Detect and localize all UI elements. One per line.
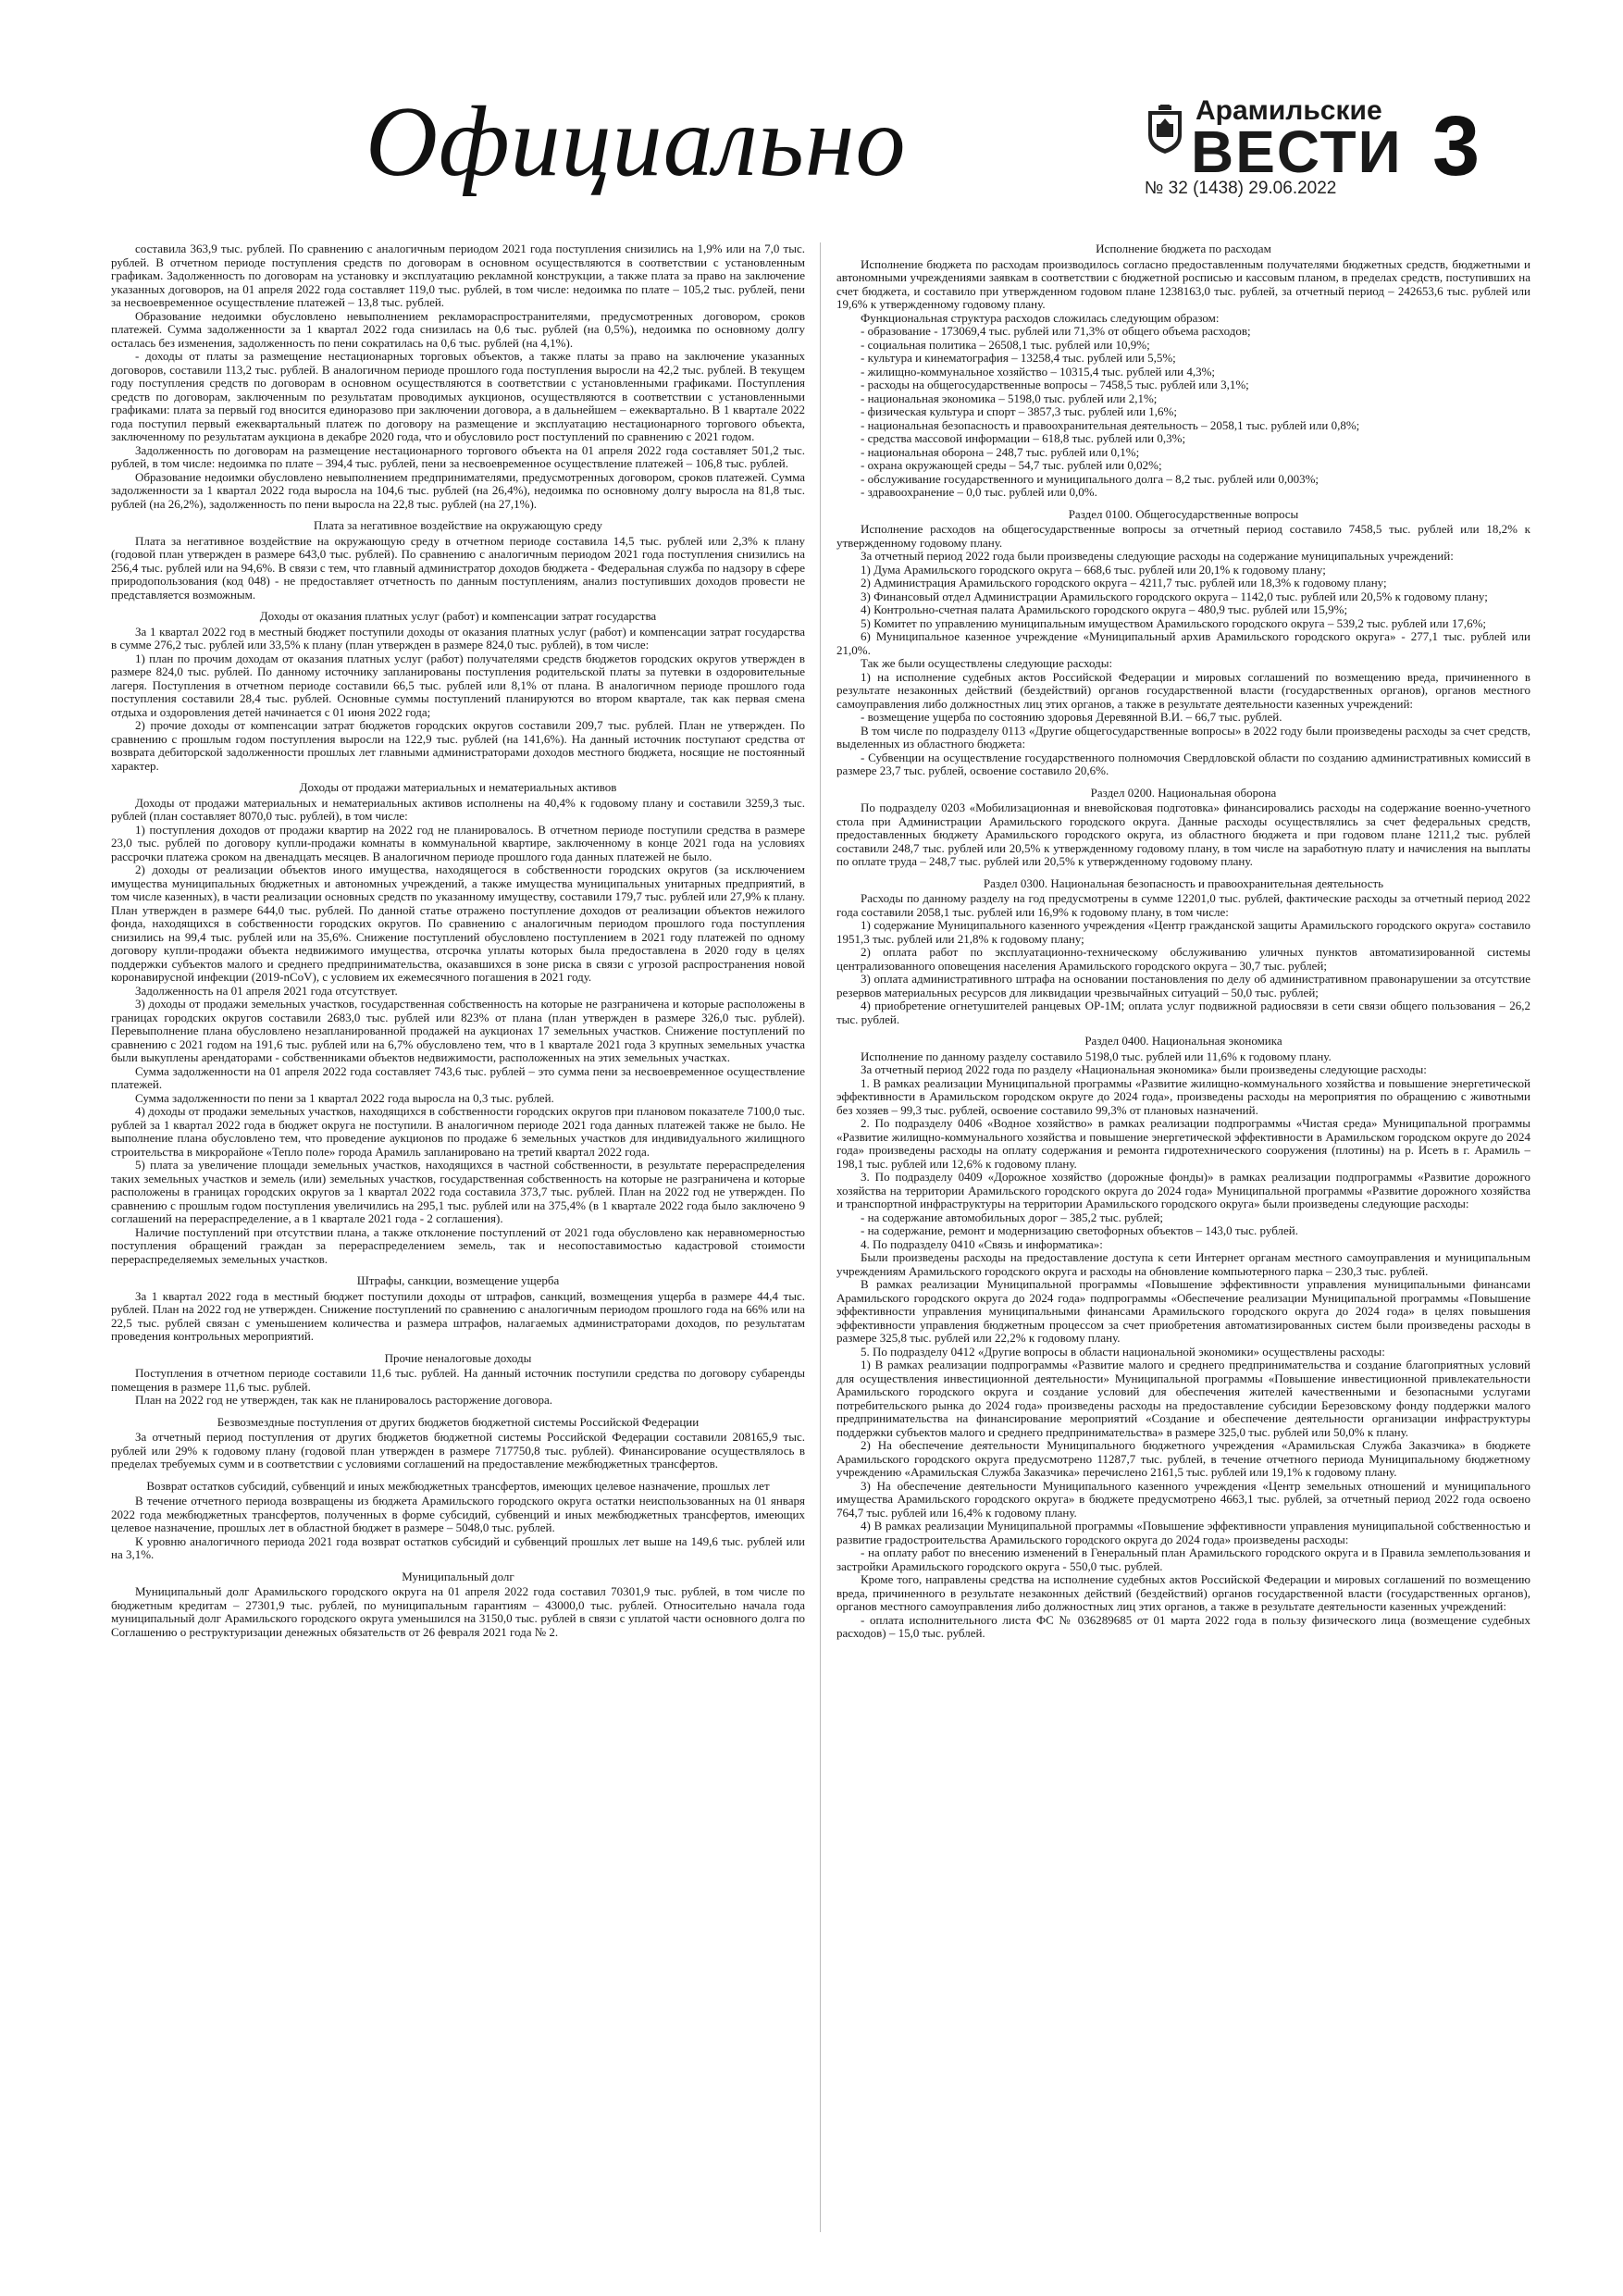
paragraph: За 1 квартал 2022 год в местный бюджет поступили доходы от оказания платных услуг (работ) и компенсации затрат государства в сумме 276,2 тыс. рублей или 33,5% к плану (план утвержден в размере 824,0 тыс. рублей), в том числе: — [111, 624, 805, 652]
paragraph: 3) На обеспечение деятельности Муниципального казенного учреждения «Центр земельных отношений и муниципального имущества Арамильского городского округа» в бюджете предусмотрено 4663,1 тыс. рублей, за отчетный период 2022 года освоено 764,7 тыс. рублей или 16,4% к годовому плану. — [836, 1478, 1530, 1520]
issue-number-date: № 32 (1438) 29.06.2022 — [1145, 179, 1337, 198]
paragraph: 5) плата за увеличение площади земельных участков, находящихся в частной собственности, в результате перераспределения таких земельных участков и земель (или) земельных участков, государственная собственность на которые не разграничена и которые расположены в границах городских округов за 1 квартал 2022 года составила 373,7 тыс. рублей. План на 2022 год не утвержден. По сравнению с прошлым годом поступления увеличились на 295,1 тыс. рублей или на 375,4% (в 1 квартале 2022 года было заключено 9 соглашений на перераспределение, а в 1 квартале 2021 года - 2 соглашения). — [111, 1158, 805, 1225]
paragraph: Сумма задолженности по пени за 1 квартал 2022 года выросла на 0,3 тыс. рублей. — [135, 1090, 554, 1105]
section-heading: Исполнение бюджета по расходам — [1096, 242, 1271, 255]
paragraph: План на 2022 год не утвержден, так как не планировалось расторжение договора. — [135, 1393, 552, 1407]
list-item: - расходы на общегосударственные вопросы – 7458,5 тыс. рублей или 3,1%; — [861, 378, 1249, 391]
list-item: - здравоохранение – 0,0 тыс. рублей или 0,0%. — [861, 485, 1097, 499]
paragraph: Плата за негативное воздействие на окружающую среду в отчетном периоде составила 14,5 тыс. рублей или 2,3% к плану (годовой план утвержден в размере 643,0 тыс. рублей). По сравнению с аналогичным периодом 2021 года поступления снизились на 256,4 тыс. рублей или на 94,6%. В связи с тем, что главный администратор доходов бюджета - Федеральная служба по надзору в сфере природопользования (код 048) - не предоставляет отчетность по данным поступлениям, анализ поступивших доходов провести не представляется возможным. — [111, 533, 805, 602]
paragraph: Задолженность по договорам на размещение нестационарного торгового объекта на 01 апреля 2022 года составляет 501,2 тыс. рублей, в том числе: недоимка по плате – 394,4 тыс. рублей, пени за несвоевременное осуществление платежей – 106,8 тыс. рублей. — [111, 442, 805, 470]
paragraph: - возмещение ущерба по состоянию здоровья Деревянной В.И. – 66,7 тыс. рублей. — [861, 710, 1282, 724]
paragraph: 1) план по прочим доходам от оказания платных услуг (работ) получателями средств бюджетов городских округов утвержден в размере 824,0 тыс. рублей. По данному источнику запланированы поступления родительской платы за путевки в оздоровительные лагеря. Поступления в отчетном периоде составили 66,5 тыс. рублей или 8,1% от плана. В аналогичном периоде прошлого года поступления составили 28,4 тыс. рублей. Основные суммы поступлений планируются во втором квартале, так как первая смена отдыха и оздоровления детей начинается с 01 июня 2022 года; — [111, 651, 805, 719]
paragraph: Образование недоимки обусловлено невыполнением предпринимателями, предусмотренных договором, сроков платежей. Сумма задолженности за 1 квартал 2022 года выросла на 104,6 тыс. рублей (на 26,4%), недоимка по основному долгу выросла на 81,8 тыс. рублей (на 26,2%), задолженность по пени выросла на 22,8 тыс. рублей (на 27,1%). — [111, 469, 805, 511]
paragraph: Доходы от продажи материальных и нематериальных активов исполнены на 40,4% к годовому плану и составили 3259,3 тыс. рублей (план составляет 8070,0 тыс. рублей), в том числе: — [111, 795, 805, 823]
paragraph: 2) доходы от реализации объектов иного имущества, находящегося в собственности городских округов (за исключением имущества муниципальных бюджетных и автономных учреждений, а также имущества муниципальных унитарных предприятий, в том числе казенных), в части реализации основных средств по указанному имуществу, составили 179,7 тыс. рублей или 27,9% к плану. План утвержден в размере 644,0 тыс. рублей. По данной статье отражено поступление доходов от реализации объектов нежилого фонда, находящихся в собственности городских округов. По сравнению с аналогичным периодом прошлого года поступления снизились на 99,4 тыс. рублей или на 35,6%. Снижение поступлений обусловлено поступлением в 2021 году платежей по одному договору купли-продажи объекта недвижимого имущества, отсрочка уплаты которых была предоставлена в 2020 году в целях поддержки субъектов малого и среднего предпринимательства, оказавшихся в зоне риска в связи с угрозой распространения новой коронавирусной инфекции (2019-nCoV), с условием их ежемесячного погашения в 2021 году. — [111, 863, 805, 984]
section-heading: Возврат остатков субсидий, субвенций и иных межбюджетных трансфертов, имеющих целевое назначение, прошлых лет — [146, 1478, 770, 1493]
paragraph: В течение отчетного периода возвращены из бюджета Арамильского городского округа остатки неиспользованных на 01 января 2022 года межбюджетных трансфертов, полученных в форме субсидий, субвенций и иных межбюджетных трансфертов, имеющих целевое назначение, прошлых лет в областной бюджет в размере – 5048,0 тыс. рублей. — [111, 1494, 805, 1534]
paragraph: Сумма задолженности на 01 апреля 2022 года составляет 743,6 тыс. рублей – это сумма пени за несвоевременное осуществление платежей. — [111, 1063, 805, 1091]
paragraph: 1) В рамках реализации подпрограммы «Развитие малого и среднего предпринимательства и создание благоприятных условий для осуществления инвестиционной деятельности» Муниципальной программы «Повышение инвестиционной привлекательности Арамильского городского округа и создание условий для обеспечения жителей качественными и безопасными услугами потребительского рынка до 2024 года» произведены расходы на предоставление субсидии Березовскому фонду поддержки малого предпринимательства на финансирование мероприятий «Создание и обеспечение деятельности организации инфраструктуры поддержки субъектов малого и среднего предпринимательства» в размере 325,0 тыс. рублей или 50,0% к плану. — [836, 1358, 1530, 1439]
section-heading: Прочие неналоговые доходы — [384, 1350, 532, 1365]
paragraph: - на оплату работ по внесению изменений в Генеральный план Арамильского городского округа и в Правила землепользования и застройки Арамильского городского округа - 550,0 тыс. рублей. — [836, 1545, 1530, 1573]
paragraph: Образование недоимки обусловлено невыполнением рекламораспространителями, предусмотренных договором, сроков платежей. Сумма задолженности за 1 квартал 2022 года снизилась на 0,6 тыс. рублей (на 0,5%), недоимка по основному долгу осталась без изменения, задолженность по пени сократилась на 0,6 тыс. рублей (на 4,1%). — [111, 308, 805, 350]
paragraph: 3) доходы от продажи земельных участков, государственная собственность на которые не разграничена и которые расположены в границах городских округов составили 2683,0 тыс. рублей или 823% от плана (план утвержден в размере 326,0 тыс. рублей). Перевыполнение плана обусловлено незапланированной продажей на аукционах 17 земельных участков. Снижение поступлений по сравнению с 2021 годом на 191,6 тыс. рублей или на 6,7% обусловлено тем, что в 1 квартале 2021 года 3 крупных земельных участка были выкуплены арендаторами - собственниками объектов недвижимости, расположенных на этих земельных участках. — [111, 997, 805, 1064]
paragraph: 5. По подразделу 0412 «Другие вопросы в области национальной экономики» осуществлены расходы: — [861, 1344, 1385, 1359]
paragraph: Поступления в отчетном периоде составили 11,6 тыс. рублей. На данный источник поступили средства по договору субаренды помещения в размере 11,6 тыс. рублей. — [111, 1366, 805, 1394]
paragraph: 1) на исполнение судебных актов Российской Федерации и мировых соглашений по возмещению вреда, причиненного в результате незаконных действий (бездействий) органов государственной власти (государственных органов), органов местного самоуправления либо должностных лиц этих органов, а также в результате деятельности казенных учреждений: — [836, 669, 1530, 711]
paragraph: 1) поступления доходов от продажи квартир на 2022 год не планировалось. В отчетном периоде поступили средства в размере 23,0 тыс. рублей по договору купли-продажи комнаты в коммунальной квартире, заключенному в конце 2021 года на условиях рассрочки платежа сроком на двенадцать месяцев. В аналогичном периоде прошлого года данных платежей не было. — [111, 822, 805, 863]
paragraph: 5) Комитет по управлению муниципальным имуществом Арамильского городского округа – 539,2 тыс. рублей или 17,6%; — [861, 615, 1487, 630]
paragraph: За 1 квартал 2022 года в местный бюджет поступили доходы от штрафов, санкций, возмещения ущерба в размере 44,4 тыс. рублей. План на 2022 год не утвержден. Снижение поступлений по сравнению с аналогичным периодом прошлого года на 66% или на 22,5 тыс. рублей связан с уменьшением количества и размера штрафов, налагаемых администраторами доходов, по результатам проведения контрольных мероприятий. — [111, 1288, 805, 1343]
section-heading: Раздел 0200. Национальная оборона — [1090, 785, 1277, 800]
column-divider — [820, 242, 821, 2232]
list-item: - средства массовой информации – 618,8 тыс. рублей или 0,3%; — [861, 431, 1186, 445]
brand-name-main: ВЕСТИ — [1191, 118, 1403, 185]
masthead — [0, 0, 1623, 199]
paragraph: 3) Финансовый отдел Администрации Арамильского городского округа – 1142,0 тыс. рублей или 20,5% к годовому плану; — [861, 589, 1488, 603]
brand-name-top: Арамильские — [1196, 95, 1382, 126]
paragraph: 2) оплата работ по эксплуатационно-техническому обслуживанию уличных пунктов автоматизированной системы централизованного оповещения населения Арамильского городского округа – 30,7 тыс. рублей; — [836, 945, 1530, 973]
paragraph: 4. По подразделу 0410 «Связь и информатика»: — [861, 1236, 1103, 1251]
list-item: - жилищно-коммунальное хозяйство – 10315,4 тыс. рублей или 4,3%; — [861, 364, 1216, 379]
right-column — [836, 242, 1530, 2232]
paragraph: 4) Контрольно-счетная палата Арамильского городского округа – 480,9 тыс. рублей или 15,9%; — [861, 602, 1348, 616]
paragraph: - на содержание, ремонт и модернизацию светофорных объектов – 143,0 тыс. рублей. — [861, 1223, 1298, 1237]
section-heading: Раздел 0100. Общегосударственные вопросы — [1068, 506, 1299, 521]
paragraph: - на содержание автомобильных дорог – 385,2 тыс. рублей; — [861, 1210, 1163, 1224]
paragraph: За отчетный период 2022 года были произведены следующие расходы на содержание муниципальных учреждений: — [861, 549, 1454, 563]
section-heading: Раздел 0400. Национальная экономика — [1084, 1034, 1282, 1048]
coat-of-arms-icon — [1145, 104, 1185, 155]
paragraph: 2) прочие доходы от компенсации затрат бюджетов городских округов составили 209,7 тыс. рублей. План не утвержден. По сравнению с прошлым годом поступления выросли на 122,9 тыс. рублей (на 141,6%). На данный источник поступают средства от возврата дебиторской задолженности прошлых лет главными администраторами доходов местного бюджета, носящие не постоянный характер. — [111, 718, 805, 773]
paragraph: - Субвенции на осуществление государственного полномочия Свердловской области по созданию административных комиссий в размере 23,7 тыс. рублей, освоение составило 20,6%. — [836, 750, 1530, 777]
section-heading: Штрафы, санкции, возмещение ущерба — [356, 1273, 560, 1287]
paragraph: В рамках реализации Муниципальной программы «Повышение эффективности управления муниципальными финансами Арамильского городского округа до 2024 года» подпрограммы «Обеспечение реализации Муниципальной программы «Повышение эффективности управления муниципальными финансами Арамильского городского округа до 2024 года» в целях повышения эффективности управления бюджетным процессом за счет приобретения автоматизированных систем были произведены расходы в размере 325,8 тыс. рублей или 22,2% к годовому плану. — [836, 1277, 1530, 1345]
paragraph: 2) На обеспечение деятельности Муниципального бюджетного учреждения «Арамильская Служба Заказчика» в бюджете Арамильского городского округа предусмотрено 11287,7 тыс. рублей, в течение отчетного периода Муниципальному бюджетному учреждению «Арамильская Служба Заказчика» перечислено 2161,5 тыс. рублей или 19,1% к годовому плану. — [836, 1438, 1530, 1479]
paragraph: - доходы от платы за размещение нестационарных торговых объектов, а также платы за право на заключение указанных договоров, составили 113,2 тыс. рублей. В аналогичном периоде прошлого года поступления выросли на 42,2 тыс. рублей. В текущем году поступления средств по договорам в основном осуществляются в соответствии с установленными графиками. Поступления средств по договорам, заключенным по результатам проводимых аукционов, осуществляются в соответствии с установленными графиками: плата за первый год вносится единоразово при заключении договора, а в дальнейшем – ежеквартально. В 1 квартале 2022 года поступил первый ежеквартальный платеж по договору на размещение и эксплуатацию нестационарного торгового объекта, заключенному по результатам аукциона в декабре 2020 года, что и обусловило рост поступлений по сравнению с 2021 годом. — [111, 349, 805, 443]
paragraph: 2) Администрация Арамильского городского округа – 4211,7 тыс. рублей или 18,3% к годовому плану; — [861, 576, 1387, 590]
section-heading: Доходы от оказания платных услуг (работ) и компенсации затрат государства — [259, 609, 657, 623]
paragraph: Исполнение бюджета по расходам производилось согласно предоставленным получателями бюджетных средств, бюджетными и автономными учреждениями заявкам в соответствии с бюджетной росписью и кассовым планом, в пределах средств, поступивших на счет бюджета, и составило при утвержденном годовом плане 1238163,0 тыс. рублей, за отчетный период – 242653,6 тыс. рублей или 19,6% к утвержденному годовому плану. — [836, 256, 1530, 311]
paragraph: 4) доходы от продажи земельных участков, находящихся в собственности городских округов при плановом показателе 7100,0 тыс. рублей за 1 квартал 2022 года в бюджет округа не поступили. В аналогичном периоде 2021 года данных платежей также не было. Не выполнение плана обусловлено тем, что проведение аукционов по продаже 6 земельных участков для индивидуального жилищного строительства в микрорайоне «Тепло поле» города Арамиль запланировано на третий квартал 2022 года. — [111, 1104, 805, 1159]
paragraph: За отчетный период 2022 года по разделу «Национальная экономика» были произведены следующие расходы: — [861, 1062, 1427, 1076]
paragraph: В том числе по подразделу 0113 «Другие общегосударственные вопросы» в 2022 году были произведены расходы за счет средств, выделенных из областного бюджета: — [836, 723, 1530, 751]
section-heading: Безвозмездные поступления от других бюджетов бюджетной системы Российской Федерации — [217, 1414, 700, 1429]
list-item: - национальная безопасность и правоохранительная деятельность – 2058,1 тыс. рублей или 0,8%; — [861, 417, 1360, 432]
paragraph: 3) оплата административного штрафа на основании постановления по делу об административном правонарушении за отсутствие резервов материальных ресурсов для ликвидации чрезвычайных ситуаций – 50,0 тыс. рублей; — [836, 972, 1530, 999]
list-item: - национальная оборона – 248,7 тыс. рублей или 0,1%; — [861, 444, 1140, 459]
paragraph: 1. В рамках реализации Муниципальной программы «Развитие жилищно-коммунального хозяйства и повышение энергетической эффективности в Арамильском городском округе до 2024 года», произведены расходы на мероприятия по обращению с животными без хозяев – 99,3 тыс. рублей, освоение составило 99,3% от плановых назначений. — [836, 1075, 1530, 1117]
paragraph: Муниципальный долг Арамильского городского округа на 01 апреля 2022 года составил 70301,9 тыс. рублей, в том числе по бюджетным кредитам – 27301,9 тыс. рублей, по муниципальным гарантиям – 43000,0 тыс. рублей. Относительно начала года муниципальный долг Арамильского городского округа уменьшился на 3150,0 тыс. рублей в связи с уплатой части основного долга по Соглашению о реструктуризации денежных обязательств от 26 февраля 2021 года № 2. — [111, 1584, 805, 1639]
paragraph: 1) Дума Арамильского городского округа – 668,6 тыс. рублей или 20,1% к годовому плану; — [861, 562, 1326, 577]
paragraph: По подразделу 0203 «Мобилизационная и вневойсковая подготовка» финансировались расходы на содержание военно-учетного стола при Администрации Арамильского городского округа. Данные расходы осуществлялись за счет федеральных средств, предоставленных бюджету Арамильского городского округа, из областного бюджета и при годовом плане 1211,2 тыс. рублей составили 248,7 тыс. рублей или 20,5% к утвержденному годовому плану, в том числе на заработную плату и начисления на выплаты по оплате труда – 248,7 тыс. рублей или 20,5% к утвержденному годовому плану. — [836, 800, 1530, 868]
paragraph: 4) В рамках реализации Муниципальной программы «Повышение эффективности управления муниципальной собственностью и развитие градостроительства Арамильского городского округа до 2024 года» произведены расходы: — [836, 1519, 1530, 1546]
paragraph: Были произведены расходы на предоставление доступа к сети Интернет органам местного самоуправления и муниципальным учреждениям Арамильского городского округа и расходы на обновление компьютерного парка – 230,3 тыс. рублей. — [836, 1250, 1530, 1278]
paragraph: Исполнение по данному разделу составило 5198,0 тыс. рублей или 11,6% к годовому плану. — [861, 1049, 1332, 1063]
list-item: - физическая культура и спорт – 3857,3 тыс. рублей или 1,6%; — [861, 404, 1177, 418]
section-title: Официально — [365, 87, 907, 197]
list-item: - образование - 173069,4 тыс. рублей или 71,3% от общего объема расходов; — [861, 324, 1251, 338]
section-heading: Раздел 0300. Национальная безопасность и правоохранительная деятельность — [983, 875, 1384, 890]
section-heading: Доходы от продажи материальных и нематериальных активов — [299, 780, 617, 794]
paragraph: 4) приобретение огнетушителей ранцевых ОР-1М; оплата услуг подвижной радиосвязи в сети связи общего пользования – 26,2 тыс. рублей. — [836, 999, 1530, 1026]
list-item: - обслуживание государственного и муниципального долга – 8,2 тыс. рублей или 0,003%; — [861, 471, 1319, 486]
left-column — [111, 242, 805, 2232]
paragraph: Наличие поступлений при отсутствии плана, а также отклонение поступлений от 2021 года обусловлено как неравномерностью поступления обращений граждан за перераспределением земель, так и несопоставимостью кадастровой стоимости перераспределяемых земельных участков. — [111, 1224, 805, 1266]
paragraph: Задолженность на 01 апреля 2021 года отсутствует. — [135, 983, 398, 998]
paragraph: Функциональная структура расходов сложилась следующим образом: — [861, 310, 1220, 325]
list-item: - социальная политика – 26508,1 тыс. рублей или 10,9%; — [861, 337, 1150, 352]
article-columns — [111, 242, 1530, 2232]
paragraph: Кроме того, направлены средства на исполнение судебных актов Российской Федерации и мировых соглашений по возмещению вреда, причиненного в результате незаконных действий (бездействий) органов государственной власти (государственных органов), органов местного самоуправления либо должностных лиц этих органов, а также в результате деятельности казенных учреждений: — [836, 1572, 1530, 1613]
section-heading: Плата за негативное воздействие на окружающую среду — [314, 518, 602, 532]
paragraph: 2. По подразделу 0406 «Водное хозяйство» в рамках реализации подпрограммы «Чистая среда» Муниципальной программы «Развитие жилищно-коммунального хозяйства и повышение энергетической эффективности в Арамильском городском округе до 2024 года» произведены расходы на оплату содержания и ремонта гидротехнического сооружения (плотины) на р. Исеть в г. Арамиль – 198,1 тыс. рублей или 12,6% к годовому плану. — [836, 1116, 1530, 1171]
page-number: 3 — [1432, 99, 1481, 193]
paragraph: 6) Муниципальное казенное учреждение «Муниципальный архив Арамильского городского округа» - 277,1 тыс. рублей или 21,0%. — [836, 629, 1530, 657]
paragraph: - оплата исполнительного листа ФС № 036289685 от 01 марта 2022 года в пользу физического лица (возмещение судебных расходов) – 15,0 тыс. рублей. — [836, 1612, 1530, 1640]
paragraph: 3. По подразделу 0409 «Дорожное хозяйство (дорожные фонды)» в рамках реализации подпрограммы «Развитие дорожного хозяйства на территории Арамильского городского округа до 2024 года» Муниципальной программы «Развитие дорожного хозяйства и транспортной инфраструктуры на территории Арамильского городского округа» были произведены следующие расходы: — [836, 1170, 1530, 1210]
list-item: - охрана окружающей среды – 54,7 тыс. рублей или 0,02%; — [861, 458, 1162, 472]
paragraph: Исполнение расходов на общегосударственные вопросы за отчетный период составило 7458,5 тыс. рублей или 18,2% к утвержденному годовому плану. — [836, 522, 1530, 550]
paragraph: составила 363,9 тыс. рублей. По сравнению с аналогичным периодом 2021 года поступления снизились на 1,9% или на 7,0 тыс. рублей. В отчетном периоде поступления средств по договорам в основном осуществляются в соответствии с установленным графикам. Задолженность по договорам на установку и эксплуатацию рекламной конструкции, а также плата за право на заключение указанных договоров, на 01 апреля 2022 года составляет 119,0 тыс. рублей, в том числе: недоимка по плате – 105,2 тыс. рублей, пени за несвоевременное осуществление платежей – 13,8 тыс. рублей. — [111, 242, 805, 309]
paragraph: Расходы по данному разделу на год предусмотрены в сумме 12201,0 тыс. рублей, фактические расходы за отчетный период 2022 года составили 2058,1 тыс. рублей или 16,9% к годовому плану, в том числе: — [836, 891, 1530, 919]
section-heading: Муниципальный долг — [402, 1569, 514, 1583]
paragraph: 1) содержание Муниципального казенного учреждения «Центр гражданской защиты Арамильского городского округа» составило 1951,3 тыс. рублей или 21,8% к годовому плану; — [836, 918, 1530, 946]
paragraph: Так же были осуществлены следующие расходы: — [861, 656, 1113, 670]
paragraph: За отчетный период поступления от других бюджетов бюджетной системы Российской Федерации составили 208165,9 тыс. рублей или 29% к годовому плану (годовой план утвержден в размере 717750,8 тыс. рублей). Финансирование осуществлялось в пределах требуемых сумм и в соответствии с условиями соглашений на предоставление межбюджетных трансфертов. — [111, 1430, 805, 1471]
paragraph: К уровню аналогичного периода 2021 года возврат остатков субсидий и субвенций прошлых лет выше на 149,6 тыс. рублей или на 3,1%. — [111, 1533, 805, 1561]
list-item: - культура и кинематография – 13258,4 тыс. рублей или 5,5%; — [861, 351, 1176, 365]
list-item: - национальная экономика – 5198,0 тыс. рублей или 2,1%; — [861, 391, 1158, 405]
